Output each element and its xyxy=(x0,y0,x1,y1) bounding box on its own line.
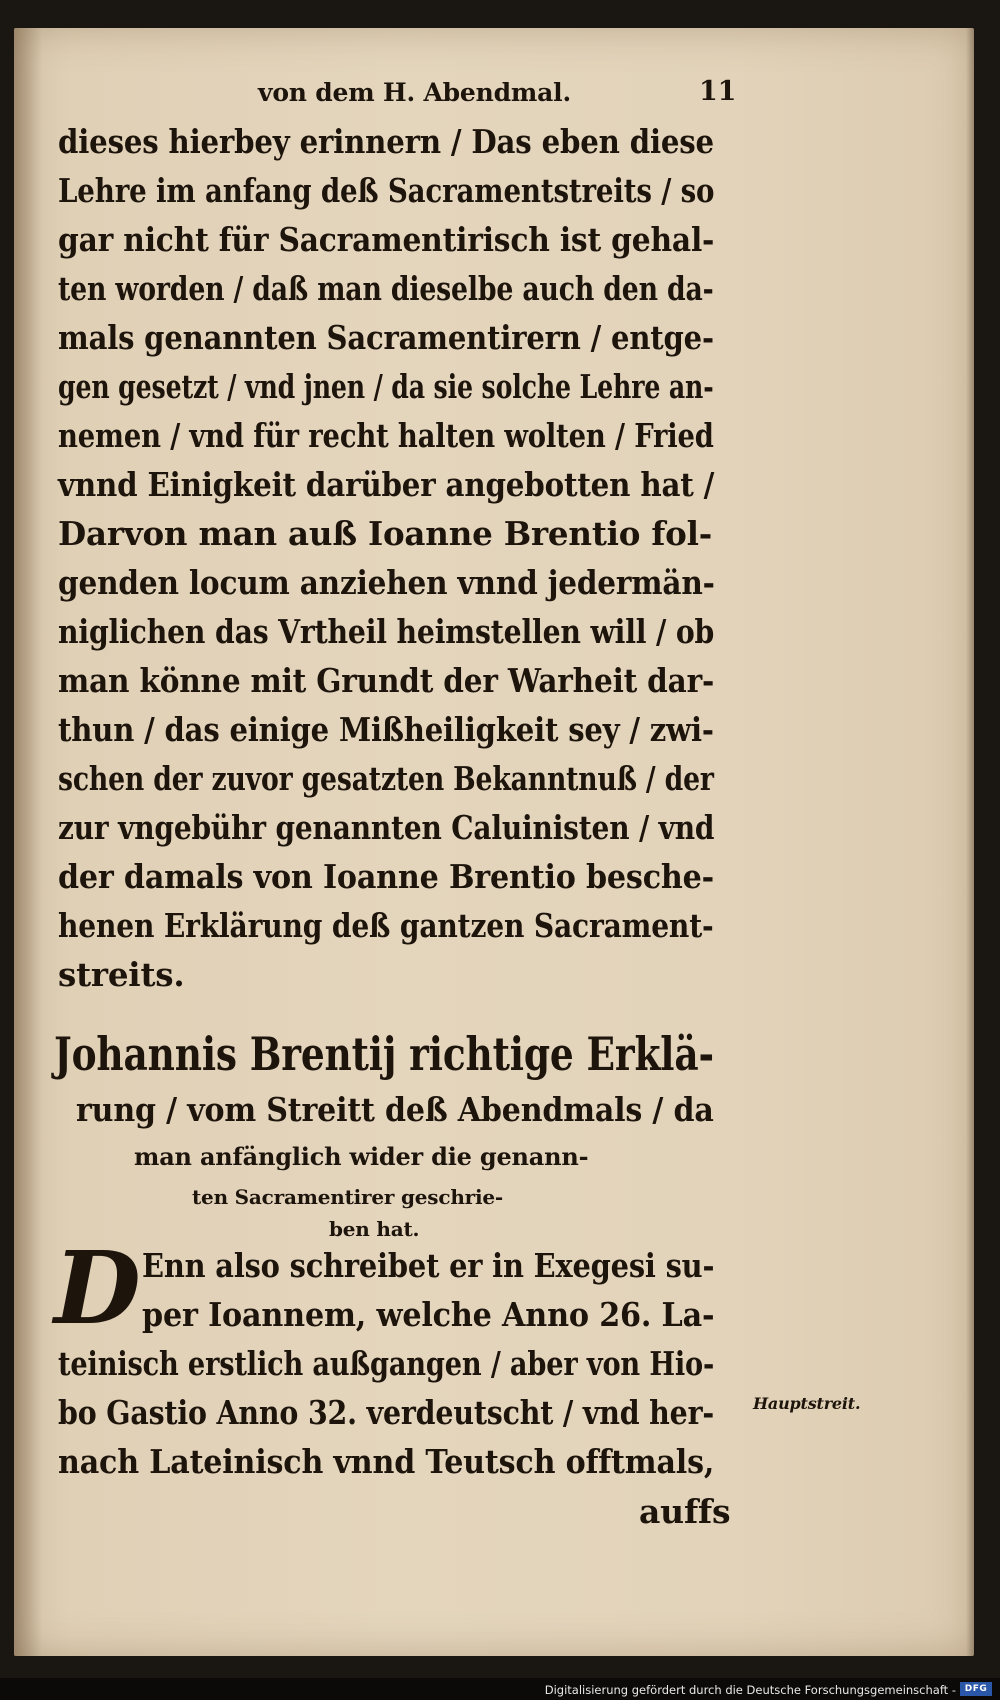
body-line-11: niglichen das Vrtheil heimstellen will / ob xyxy=(58,612,715,651)
paragraph-2-line-2: per Ioannem, welche Anno 26. La- xyxy=(142,1295,715,1334)
drop-cap: D xyxy=(54,1229,141,1347)
section-heading-line-2: rung / vom Streitt deß Abendmals / da xyxy=(76,1090,714,1129)
body-line-14: schen der zuvor gesatzten Bekanntnuß / der xyxy=(58,759,714,798)
body-line-18: streits. xyxy=(58,955,185,994)
section-heading-line-3: man anfänglich wider die genann- xyxy=(134,1142,589,1171)
body-line-16: der damals von Ioanne Brentio besche- xyxy=(58,857,714,896)
body-line-13: thun / das einige Mißheiligkeit sey / zwi- xyxy=(58,710,714,749)
book-page xyxy=(14,28,974,1656)
body-line-9: Darvon man auß Ioanne Brentio fol- xyxy=(58,514,713,553)
body-line-5: mals genannten Sacramentirern / entge- xyxy=(58,318,714,357)
body-line-1: dieses hierbey erinnern / Das eben diese xyxy=(58,122,714,161)
body-line-4: ten worden / daß man dieselbe auch den da- xyxy=(58,269,714,308)
page-number: 11 xyxy=(699,76,737,107)
body-line-12: man könne mit Grundt der Warheit dar- xyxy=(58,661,715,700)
section-heading-line-5: ben hat. xyxy=(329,1217,420,1241)
body-line-6: gen gesetzt / vnd jnen / da sie solche Lehre an- xyxy=(58,367,714,406)
body-line-7: nemen / vnd für recht halten wolten / Fried xyxy=(58,416,714,455)
paragraph-2-line-3: teinisch erstlich außgangen / aber von Hio- xyxy=(58,1344,715,1383)
body-line-2: Lehre im anfang deß Sacramentstreits / so xyxy=(58,171,715,210)
paragraph-2-line-4: bo Gastio Anno 32. verdeutscht / vnd her- xyxy=(58,1393,715,1432)
paragraph-2-line-5: nach Lateinisch vnnd Teutsch offtmals, xyxy=(58,1442,715,1481)
body-line-10: genden locum anziehen vnnd jedermän- xyxy=(58,563,715,602)
body-line-8: vnnd Einigkeit darüber angebotten hat / xyxy=(58,465,715,504)
body-line-15: zur vngebühr genannten Caluinisten / vnd xyxy=(58,808,715,847)
catchword: auffs xyxy=(639,1492,731,1531)
body-line-3: gar nicht für Sacramentirisch ist gehal- xyxy=(58,220,715,259)
running-head: von dem H. Abendmal. xyxy=(258,78,571,107)
body-line-17: henen Erklärung deß gantzen Sacrament- xyxy=(58,906,714,945)
paragraph-2-line-1: Enn also schreibet er in Exegesi su- xyxy=(142,1246,715,1285)
dfg-logo: DFG xyxy=(960,1682,992,1696)
section-heading-line-1: Johannis Brentij richtige Erklä- xyxy=(54,1027,714,1081)
funding-credit: Digitalisierung gefördert durch die Deutsche Forschungsgemeinschaft - xyxy=(544,1683,956,1697)
digitization-footer xyxy=(0,1678,1000,1700)
marginal-note: Hauptstreit. xyxy=(753,1394,861,1413)
section-heading-line-4: ten Sacramentirer geschrie- xyxy=(192,1185,504,1209)
page-edge-shadow xyxy=(966,28,974,1656)
